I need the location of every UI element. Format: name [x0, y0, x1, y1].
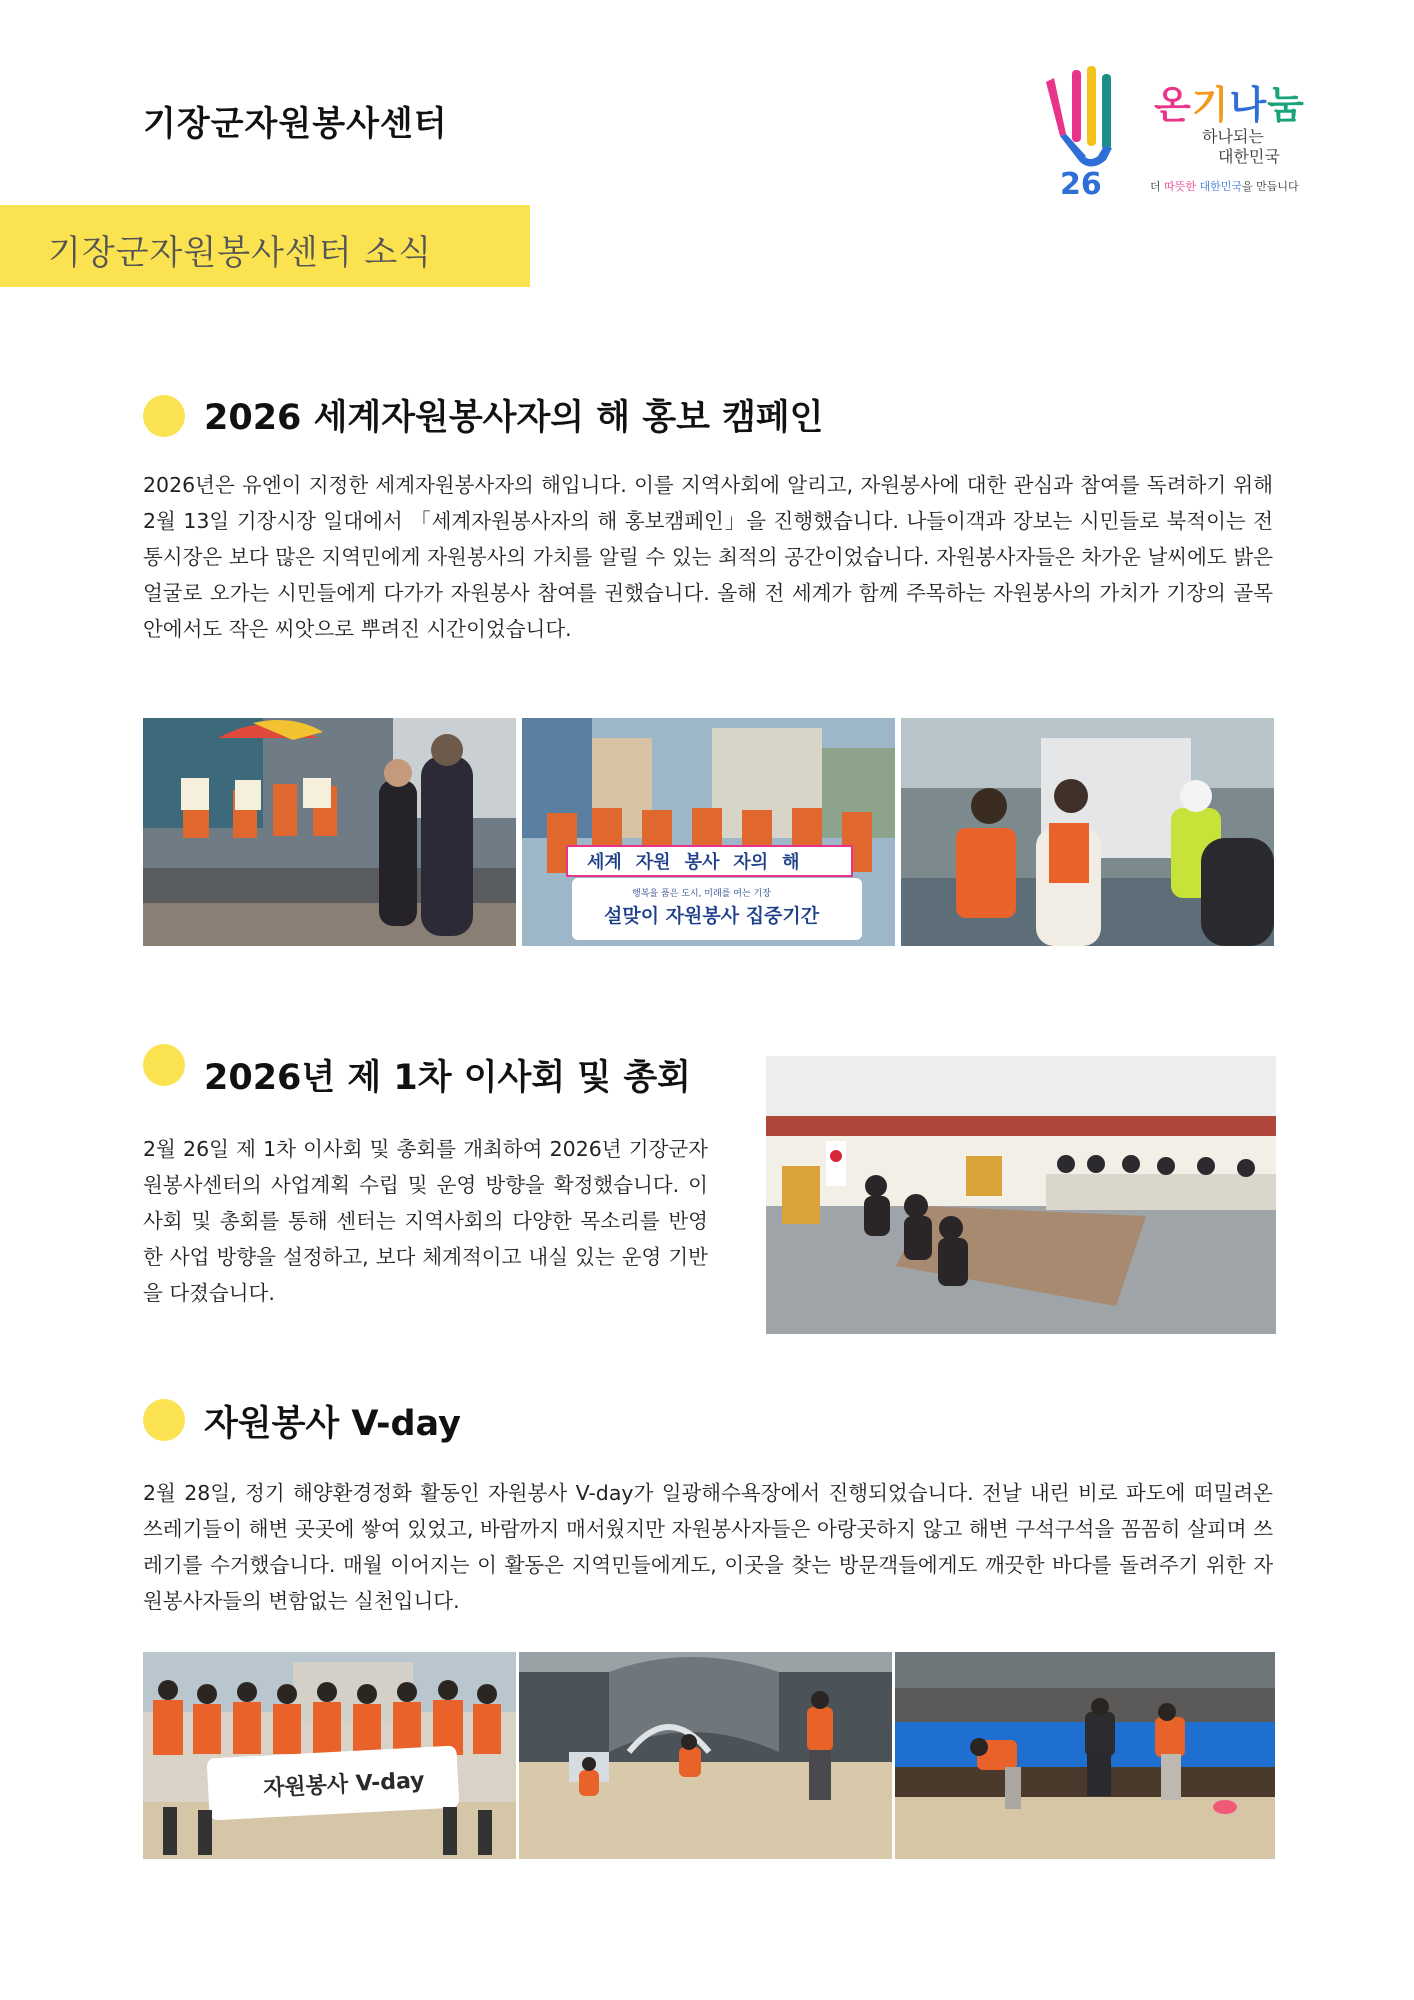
organization-name: 기장군자원봉사센터	[143, 104, 448, 144]
ongi-nanum-logo	[1150, 74, 1325, 194]
campaign-sign-text: 세계 자원 봉사 자의 해	[587, 852, 800, 873]
ongi-nanum-wordmark: 온기나눔	[1154, 83, 1305, 127]
section-1-title: 2026 세계자원봉사자의 해 홍보 캠페인	[204, 398, 824, 438]
ongi-tagline: 더 따뜻한 대한민국을 만듭니다	[1150, 180, 1299, 193]
section-3-body: 2월 28일, 정기 해양환경정화 활동인 자원봉사 V-day가 일광해수욕장에서 진행되었습니다. 전날 내린 비로 파도에 떠밀려온 쓰레기들이 해변 곳곳에 쌓여 있었고, 바람까지 매서웠지만 자원봉사자들은 아랑곳하지 않고 해변 구석구석을 꼼꼼히 살피며 쓰레기를 수거했습니다. 매월 이어지는 이 활동은 지역민들에게도, 이곳을 찾는 방문객들에게도 깨끗한 바다를 돌려주기 위한 자원봉사자들의 변함없는 실천입니다.	[143, 1481, 1273, 1613]
section-2-bullet	[143, 1044, 185, 1086]
section-1-body: 2026년은 유엔이 지정한 세계자원봉사자의 해입니다. 이를 지역사회에 알리고, 자원봉사에 대한 관심과 참여를 독려하기 위해 2월 13일 기장시장 일대에서 「세계자원봉사자의 해 홍보캠페인」을 진행했습니다. 나들이객과 장보는 시민들로 북적이는 전통시장은 보다 많은 지역민에게 자원봉사의 가치를 알릴 수 있는 최적의 공간이었습니다. 자원봉사자들은 차가운 날씨에도 밝은 얼굴로 오가는 시민들에게 다가가 자원봉사 참여를 권했습니다. 올해 전 세계가 함께 주목하는 자원봉사의 가치가 기장의 골목 안에서도 작은 씨앗으로 뿌려진 시간이었습니다.	[143, 473, 1273, 641]
board-meeting-photo	[766, 1056, 1276, 1334]
vday-photo-2	[519, 1652, 892, 1859]
news-banner-title: 기장군자원봉사센터 소식	[48, 233, 433, 273]
news-banner	[0, 205, 530, 287]
section-3-title: 자원봉사 V-day	[204, 1404, 461, 1444]
vday-banner-text: 자원봉사 V-day	[262, 1768, 426, 1802]
section-3-bullet	[143, 1399, 185, 1441]
campaign-photo-2	[522, 718, 895, 946]
campaign-photo-1	[143, 718, 516, 946]
v26-logo-number: 26	[1060, 167, 1102, 198]
section-2-body: 2월 26일 제 1차 이사회 및 총회를 개최하여 2026년 기장군자원봉사센터의 사업계획 수립 및 운영 방향을 확정했습니다. 이사회 및 총회를 통해 센터는 지역사회의 다양한 목소리를 반영한 사업 방향을 설정하고, 보다 체계적이고 내실 있는 운영 기반을 다졌습니다.	[143, 1137, 708, 1305]
ongi-subtitle-1: 하나되는	[1202, 127, 1264, 146]
section-2-title: 2026년 제 1차 이사회 및 총회	[204, 1058, 691, 1098]
v26-logo	[1040, 64, 1126, 198]
ongi-subtitle-2: 대한민국	[1218, 147, 1280, 166]
vday-photo-1	[143, 1652, 516, 1859]
section-1-bullet	[143, 395, 185, 437]
campaign-placard-line1: 행복을 품은 도시, 미래를 여는 기장	[632, 889, 771, 899]
campaign-photo-3	[901, 718, 1274, 946]
vday-photo-3	[895, 1652, 1275, 1859]
campaign-placard-line2: 설맞이 자원봉사 집중기간	[604, 905, 820, 927]
